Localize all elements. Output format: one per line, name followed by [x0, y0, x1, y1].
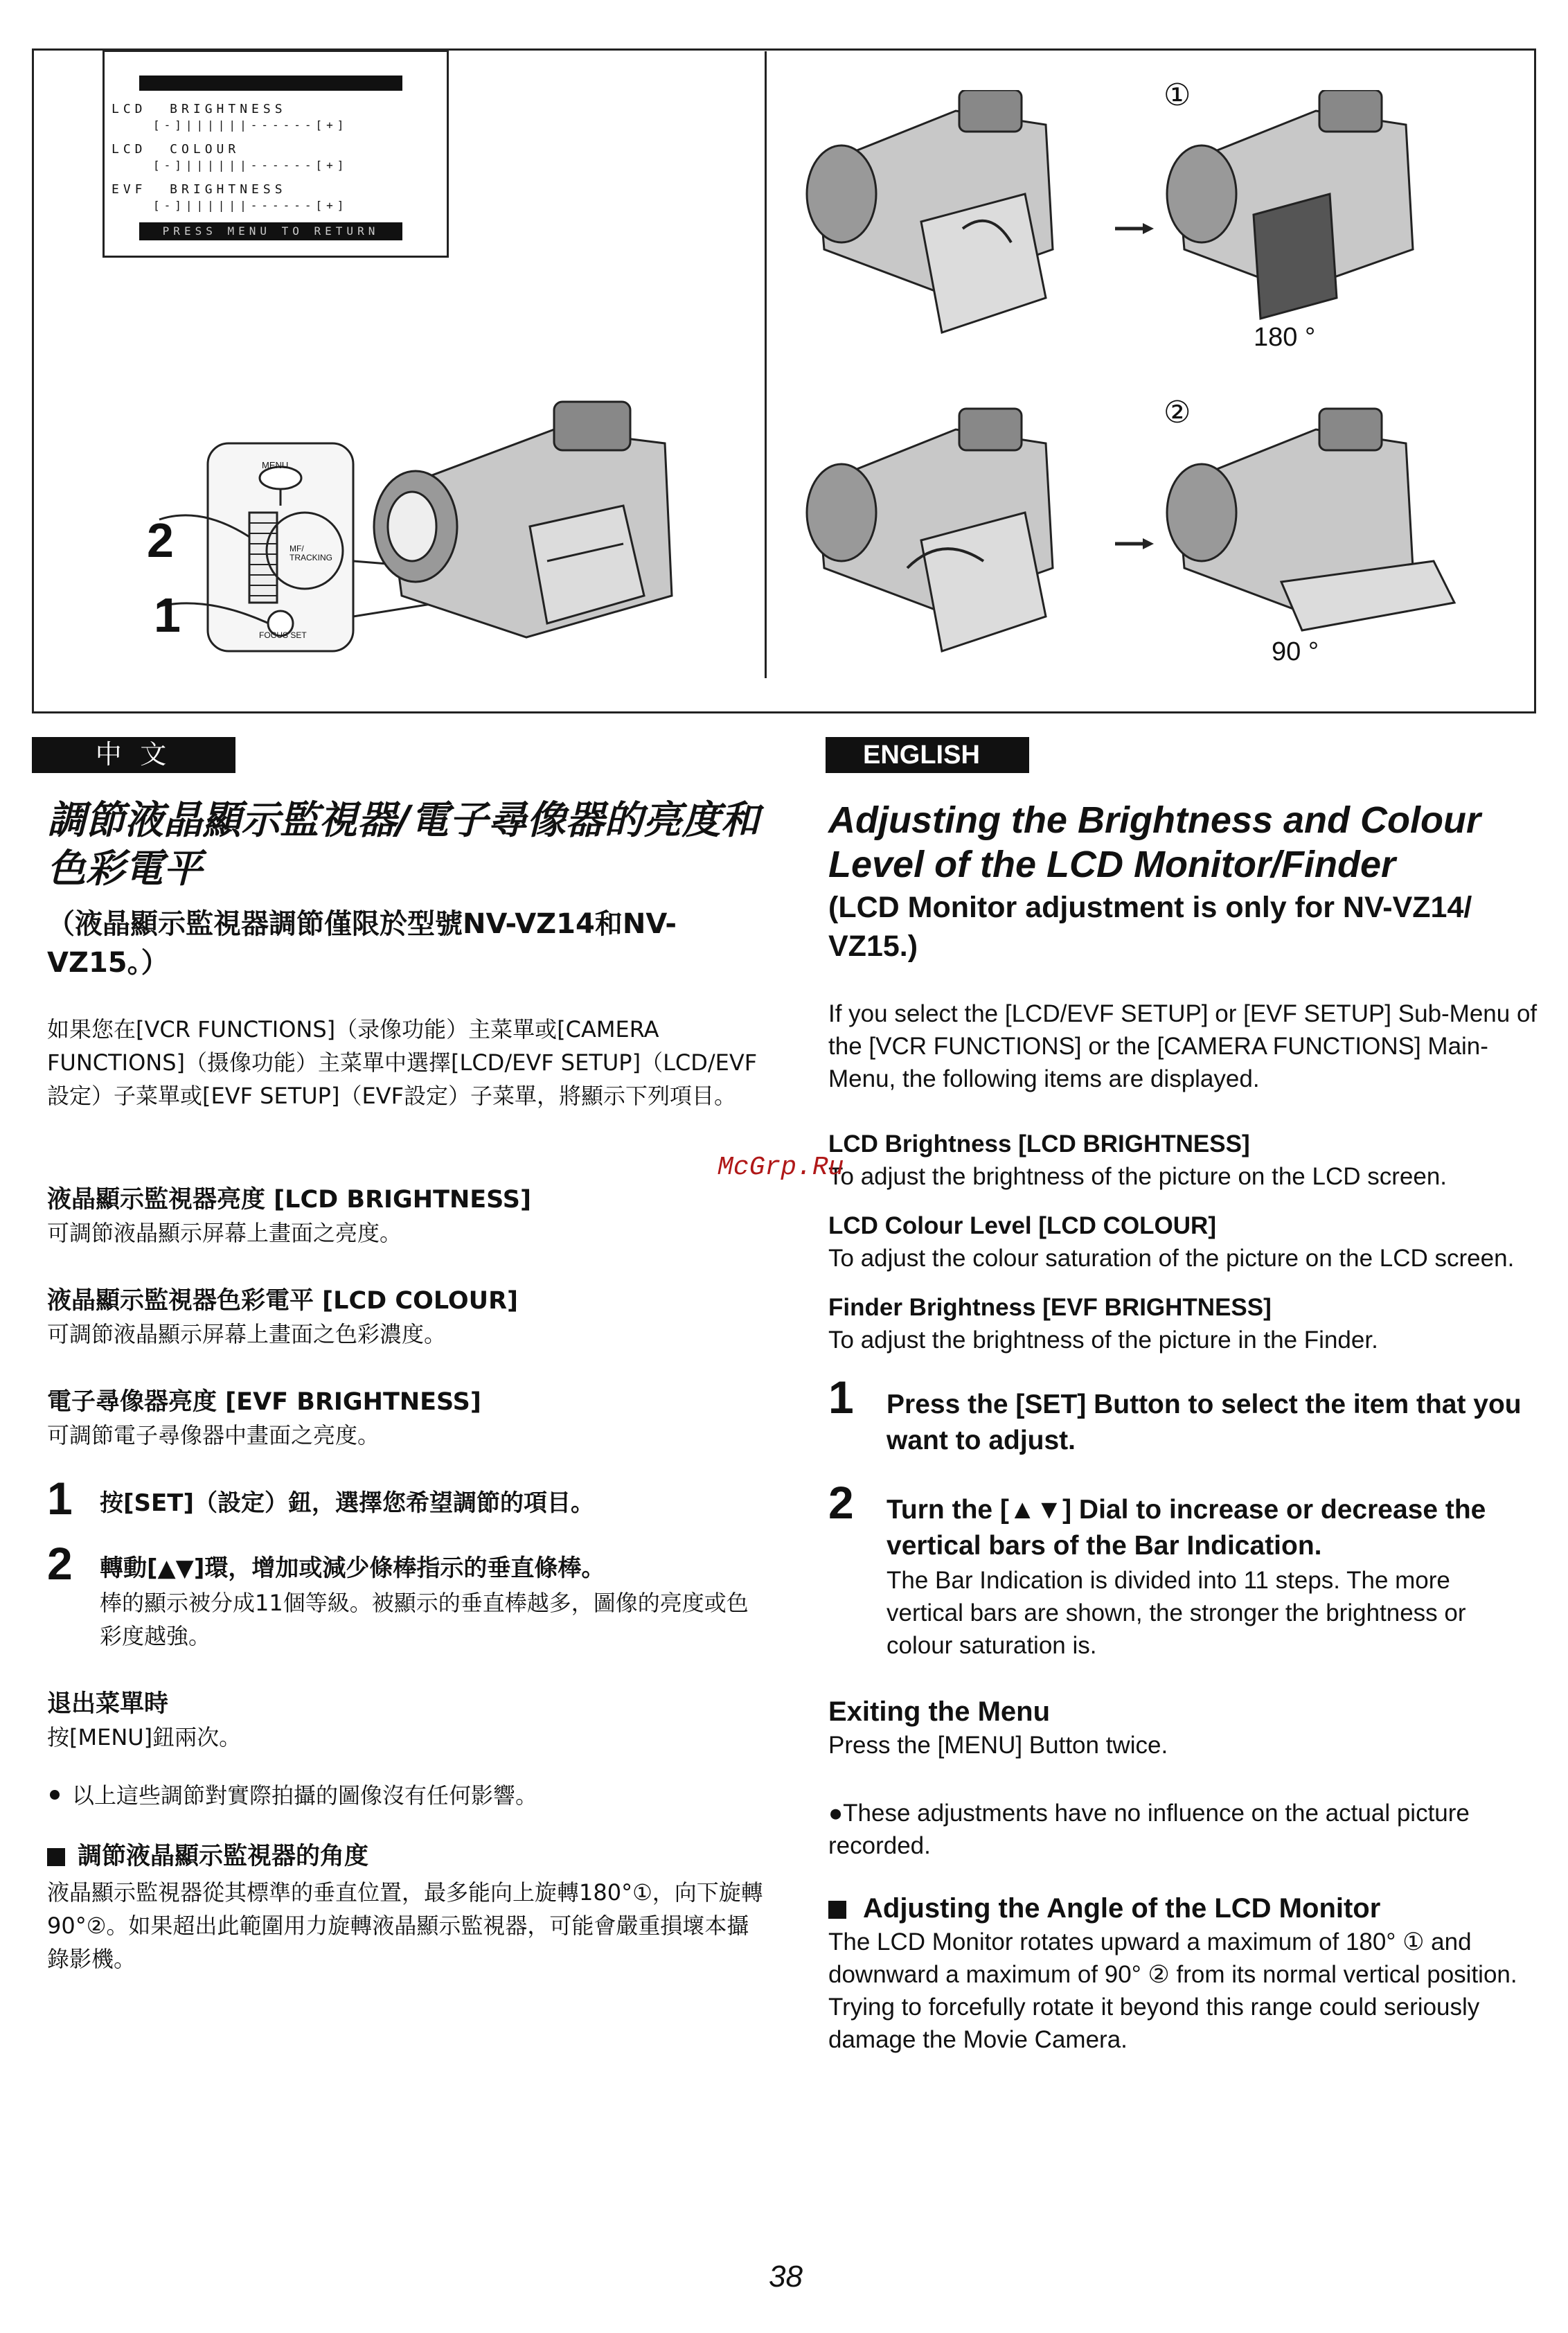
- rotation-label-90: 90 °: [1272, 637, 1319, 666]
- zh-step-2-text: 轉動[▲▼]環，增加或減少條棒指示的垂直條棒。: [100, 1554, 605, 1582]
- watermark-text: McGrp.Ru: [718, 1153, 844, 1182]
- zh-item-evf-brightness-head: 電子尋像器亮度 [EVF BRIGHTNESS]: [47, 1388, 481, 1416]
- osd-title-bar: [139, 76, 402, 91]
- osd-row-lcd-brightness: LCD BRIGHTNESS: [112, 102, 287, 116]
- rotation-marker-2: ②: [1164, 395, 1191, 430]
- en-item-lcd-colour-desc: To adjust the colour saturation of the picture on the LCD screen.: [828, 1245, 1515, 1272]
- camera-controls-illustration: [139, 388, 706, 665]
- en-item-lcd-brightness-desc: To adjust the brightness of the picture on the LCD screen.: [828, 1163, 1447, 1190]
- zh-title: 調節液晶顯示監視器/電子尋像器的亮度和色彩電平: [47, 798, 760, 891]
- en-angle-desc: The LCD Monitor rotates upward a maximum of 180° ① and downward a maximum of 90° ② from its normal vertical position. Trying to forcefully rotate it beyond this range could seriously damage the Movie Camera.: [828, 1928, 1517, 2053]
- zh-item-lcd-brightness-head: 液晶顯示監視器亮度 [LCD BRIGHTNESS]: [47, 1186, 531, 1214]
- en-item-lcd-colour-head: LCD Colour Level [LCD COLOUR]: [828, 1212, 1216, 1239]
- tracking-dial-label: MF/ TRACKING: [289, 544, 333, 562]
- en-item-lcd-brightness-head: LCD Brightness [LCD BRIGHTNESS]: [828, 1130, 1250, 1157]
- en-subtitle: (LCD Monitor adjustment is only for NV-VZ14/ VZ15.): [828, 891, 1472, 963]
- lcd-rotation-illustration: [803, 90, 1496, 686]
- focus-set-label: FOCUS SET: [259, 630, 307, 640]
- en-step-2-desc: The Bar Indication is divided into 11 steps. The more vertical bars are shown, the stronger the brightness or colour saturation is.: [887, 1567, 1466, 1659]
- osd-row-lcd-colour: LCD COLOUR: [112, 142, 240, 157]
- en-angle-head: Adjusting the Angle of the LCD Monitor: [863, 1893, 1381, 1924]
- en-angle-bullet: [828, 1901, 846, 1919]
- en-item-evf-brightness-desc: To adjust the brightness of the picture in the Finder.: [828, 1327, 1378, 1354]
- zh-subtitle: （液晶顯示監視器調節僅限於型號NV-VZ14和NV-VZ15。）: [47, 908, 677, 979]
- zh-exit-head: 退出菜單時: [47, 1690, 169, 1718]
- zh-item-lcd-colour-desc: 可調節液晶顯示屏幕上畫面之色彩濃度。: [47, 1321, 447, 1347]
- zh-step-1-number: 1: [47, 1473, 73, 1524]
- zh-item-lcd-colour-head: 液晶顯示監視器色彩電平 [LCD COLOUR]: [47, 1287, 519, 1315]
- callout-number-2: 2: [147, 513, 174, 567]
- osd-menu-illustration: [103, 50, 449, 258]
- figure-divider: [765, 51, 767, 678]
- en-step-2-number: 2: [828, 1477, 854, 1528]
- en-step-2-text: Turn the [▲▼] Dial to increase or decrease the vertical bars of the Bar Indication.: [887, 1495, 1486, 1561]
- rotation-label-180: 180 °: [1254, 323, 1316, 352]
- page-number: 38: [769, 2260, 803, 2294]
- english-section-label: ENGLISH: [826, 737, 1029, 773]
- en-intro: If you select the [LCD/EVF SETUP] or [EVF SETUP] Sub-Menu of the [VCR FUNCTIONS] or the [CAMERA FUNCTIONS] Main-Menu, the following items are displayed.: [828, 1000, 1538, 1092]
- osd-bar-lcd-colour: [-]||||||------[+]: [153, 159, 348, 172]
- zh-angle-head: 調節液晶顯示監視器的角度: [78, 1843, 369, 1870]
- en-exit-desc: Press the [MENU] Button twice.: [828, 1732, 1168, 1759]
- zh-note: 以上這些調節對實際拍攝的圖像沒有任何影響。: [72, 1782, 538, 1809]
- en-exit-head: Exiting the Menu: [828, 1696, 1050, 1727]
- en-note: ●These adjustments have no influence on the actual picture recorded.: [828, 1800, 1470, 1859]
- zh-angle-bullet: [47, 1848, 65, 1866]
- chinese-section-label: 中 文: [32, 737, 235, 773]
- en-item-evf-brightness-head: Finder Brightness [EVF BRIGHTNESS]: [828, 1294, 1272, 1321]
- osd-row-evf-brightness: EVF BRIGHTNESS: [112, 182, 287, 197]
- en-title: Adjusting the Brightness and Colour Level of the LCD Monitor/Finder: [828, 799, 1481, 885]
- rotation-marker-1: ①: [1164, 78, 1191, 113]
- en-step-1-text: Press the [SET] Button to select the item that you want to adjust.: [887, 1390, 1522, 1455]
- zh-exit-desc: 按[MENU]鈕兩次。: [47, 1724, 242, 1750]
- osd-bar-evf-brightness: [-]||||||------[+]: [153, 199, 348, 212]
- en-step-1-number: 1: [828, 1372, 854, 1423]
- menu-button-label: MENU: [262, 460, 289, 470]
- zh-item-lcd-brightness-desc: 可調節液晶顯示屏幕上畫面之亮度。: [47, 1220, 402, 1246]
- osd-footer: PRESS MENU TO RETURN: [139, 222, 402, 240]
- zh-note-bullet: [50, 1790, 60, 1800]
- zh-step-2-number: 2: [47, 1538, 73, 1589]
- callout-number-1: 1: [154, 588, 181, 642]
- osd-bar-lcd-brightness: [-]||||||------[+]: [153, 118, 348, 132]
- zh-angle-desc: 液晶顯示監視器從其標準的垂直位置，最多能向上旋轉180°①，向下旋轉90°②。如果超出此範圍用力旋轉液晶顯示監視器，可能會嚴重損壞本攝錄影機。: [47, 1879, 763, 1972]
- zh-step-1-text: 按[SET]（設定）鈕，選擇您希望調節的項目。: [100, 1489, 594, 1517]
- zh-step-2-desc: 棒的顯示被分成11個等級。被顯示的垂直棒越多，圖像的亮度或色彩度越強。: [100, 1590, 749, 1649]
- zh-intro: 如果您在[VCR FUNCTIONS]（录像功能）主菜單或[CAMERA FUNCTIONS]（摄像功能）主菜單中選擇[LCD/EVF SETUP]（LCD/EVF設定）子菜單或[EVF SETUP]（EVF設定）子菜單，將顯示下列項目。: [47, 1016, 758, 1109]
- zh-item-evf-brightness-desc: 可調節電子尋像器中畫面之亮度。: [47, 1422, 380, 1448]
